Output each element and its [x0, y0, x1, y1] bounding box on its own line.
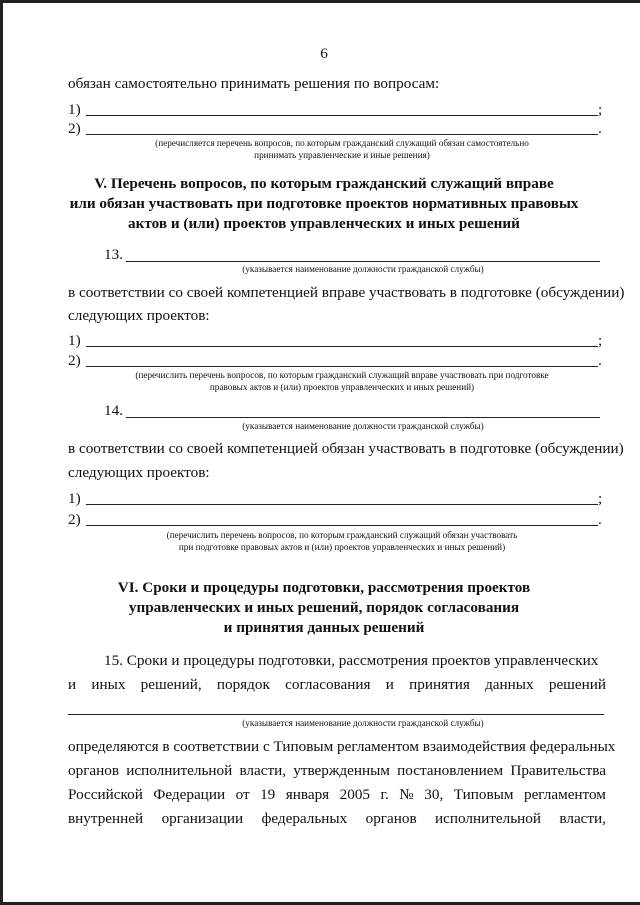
paragraph-line: [68, 762, 606, 780]
blank-line: [68, 714, 604, 715]
list-item-1-number: 1): [68, 332, 81, 349]
word: постановлением: [397, 762, 504, 779]
word: органов: [68, 762, 120, 779]
list-item-2-end: .: [598, 352, 602, 369]
word: Типовым: [453, 786, 514, 803]
list-item-1-end: ;: [598, 332, 603, 349]
word: г.: [380, 786, 389, 803]
hint-line: (перечисляется перечень вопросов, по которым гражданский служащий обязан самостоятельно: [155, 138, 529, 148]
heading-line: VI. Сроки и процедуры подготовки, рассмотрения проектов: [117, 579, 531, 596]
blank-line: [86, 134, 598, 135]
intro-line: обязан самостоятельно принимать решения по вопросам:: [68, 75, 440, 92]
heading-line: и принятия данных решений: [223, 619, 425, 636]
word: данных: [485, 676, 534, 693]
list-item-1-end: ;: [598, 101, 603, 118]
heading-line: управленческих и иных решений, порядок согласования: [128, 599, 520, 616]
word: №: [399, 786, 414, 803]
hint-line: принимать управленческие и иные решения): [254, 150, 430, 160]
word: Федерации: [153, 786, 226, 803]
word: решений,: [140, 676, 202, 693]
blank-line: [86, 346, 598, 347]
word: января: [285, 786, 330, 803]
paragraph-line: [68, 738, 616, 756]
heading-line: актов и (или) проектов управленческих и иных решений: [128, 215, 520, 232]
blank-line: [86, 115, 598, 116]
item-15-line: [68, 676, 606, 694]
item-15-line: 15. Сроки и процедуры подготовки, рассмотрения проектов управленческих: [104, 652, 599, 669]
word: и: [385, 676, 394, 693]
page-number: 6: [320, 45, 328, 62]
word: порядок: [216, 676, 270, 693]
word: решений: [548, 676, 606, 693]
section-6-heading: [60, 578, 588, 638]
word: Российской: [68, 786, 143, 803]
word: организации: [161, 810, 244, 827]
hint-note: (указывается наименование должности гражданской службы): [242, 264, 484, 274]
section-5-heading: [60, 174, 588, 234]
list-item-1-number: 1): [68, 490, 81, 507]
paragraph-line: в соответствии со своей компетенцией обязан участвовать в подготовке (обсуждении): [68, 440, 624, 457]
word: исполнительной: [435, 810, 542, 827]
hint-note: [86, 369, 598, 393]
hint-note: [86, 137, 598, 161]
blank-line: [126, 261, 600, 262]
word: исполнительной: [126, 762, 233, 779]
word: принятия: [409, 676, 470, 693]
word: и: [68, 676, 77, 693]
scan-border-top: [0, 0, 640, 3]
blank-line: [86, 366, 598, 367]
paragraph-line: [68, 786, 606, 804]
hint-line: при подготовке правовых актов и (или) проектов управленческих и иных решений): [178, 542, 506, 552]
word: 2005: [339, 786, 371, 803]
hint-note: (указывается наименование должности гражданской службы): [242, 421, 484, 431]
word: согласования: [285, 676, 371, 693]
paragraph-line: следующих проектов:: [68, 464, 210, 481]
blank-line: [86, 525, 598, 526]
item-14-number: 14.: [104, 402, 123, 419]
word: федеральных: [261, 810, 348, 827]
word: Правительства: [510, 762, 606, 779]
word: 19: [260, 786, 276, 803]
list-item-2-number: 2): [68, 511, 81, 528]
heading-line: или обязан участвовать при подготовке проектов нормативных правовых: [69, 195, 579, 212]
list-item-2-end: .: [598, 120, 602, 137]
list-item-2-number: 2): [68, 120, 81, 137]
blank-line: [126, 417, 600, 418]
list-item-2-number: 2): [68, 352, 81, 369]
hint-note: [86, 529, 598, 553]
word: утвержденным: [293, 762, 390, 779]
paragraph-line: [68, 810, 606, 828]
list-item-1-end: ;: [598, 490, 603, 507]
hint-note: (указывается наименование должности гражданской службы): [242, 718, 484, 728]
list-item-2-end: .: [598, 511, 602, 528]
paragraph-line: следующих проектов:: [68, 307, 210, 324]
word: внутренней: [68, 810, 144, 827]
word: регламентом: [523, 786, 606, 803]
item-13-number: 13.: [104, 246, 123, 263]
heading-line: V. Перечень вопросов, по которым гражданский служащий вправе: [94, 175, 554, 192]
hint-line: правовых актов и (или) проектов управленческих и иных решений): [209, 382, 475, 392]
word: определяются в соответствии с Типовым регламентом взаимодействия федеральных: [68, 738, 616, 755]
scan-border-left: [0, 0, 3, 905]
paragraph-text: в соответствии со своей компетенцией вправе участвовать в подготовке (обсуждении): [68, 284, 625, 301]
word: иных: [91, 676, 126, 693]
hint-line: (перечислить перечень вопросов, по которым гражданский служащий обязан участвовать: [166, 530, 518, 540]
word: органов: [365, 810, 417, 827]
word: от: [235, 786, 250, 803]
blank-line: [86, 504, 598, 505]
word: власти,: [239, 762, 287, 779]
word: 30,: [424, 786, 444, 803]
word: власти,: [559, 810, 606, 827]
hint-line: (перечислить перечень вопросов, по которым гражданский служащий вправе участвовать при подготовке: [135, 370, 549, 380]
paragraph-line: [68, 284, 625, 302]
list-item-1-number: 1): [68, 101, 81, 118]
